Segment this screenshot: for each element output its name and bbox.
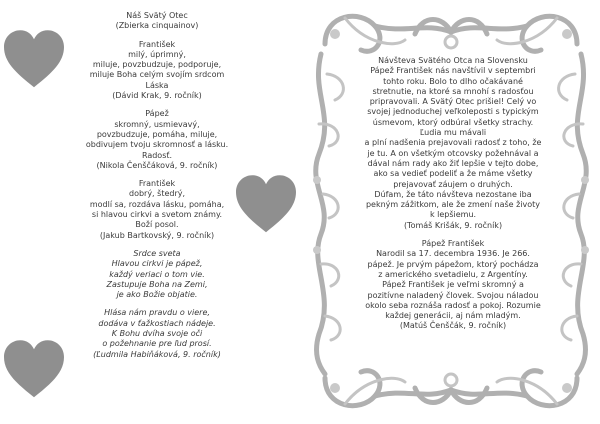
article-pope (342, 239, 564, 332)
article-line: Narodil sa 17. decembra 1936. Je 266. (376, 249, 530, 259)
article-line: každej generácii, aj nám mladým. (385, 311, 521, 321)
article-author: (Matúš Čenščák, 9. ročník) (399, 321, 507, 331)
cinquain-name: František (138, 179, 176, 189)
poem-line: Hlása nám pravdu o viere, (104, 308, 210, 318)
heart-icon-top-left (4, 30, 64, 88)
poem-author: (Ľudmila Habiňáková, 9. ročník) (93, 349, 221, 359)
article-title: Pápež František (421, 239, 485, 249)
cinquain-line: Radosť. (141, 150, 173, 160)
heart-icon-bottom-left (4, 340, 64, 398)
cinquain-line: milý, úprimný, (128, 49, 186, 59)
article-line: pripravovali. A Svätý Otec prišiel! Celý vo (369, 97, 537, 107)
cinquain-line: miluje, povzbudzuje, podporuje, (92, 60, 222, 70)
poem-stanza-2 (62, 308, 252, 359)
cinquain-line: obdivujem tvoju skromnosť a lásku. (85, 140, 229, 150)
cinquain-line: Láska (145, 80, 169, 90)
poem-subtitle: (Zbierka cinquainov) (115, 21, 199, 31)
poem-title: Náš Svätý Otec (126, 11, 188, 20)
article-line: prejavovať záujem o druhých. (393, 179, 513, 189)
cinquain-3 (62, 179, 252, 241)
cinquain-2 (62, 109, 252, 171)
poem-line: Hlavou cirkvi je pápež, (111, 259, 203, 269)
article-line: úsmevom, ktorý odbúral všetky strachy. (372, 117, 534, 127)
article-line: Pápež František je veľmi skromný a (382, 280, 524, 290)
article-visit (342, 56, 564, 231)
poem-line: Zastupuje Boha na Zemi, (106, 279, 208, 289)
article-line: pápež. Je prvým pápežom, ktorý pochádza (367, 259, 539, 269)
poem-line: o požehnanie pre ľud prosí. (102, 339, 212, 349)
poem-line: K Bohu dvíha svoje oči (111, 329, 203, 339)
article-line: dával nám rady ako žiť lepšie v tejto dobe, (367, 158, 539, 168)
cinquain-line: miluje Boha celým svojím srdcom (89, 70, 225, 80)
article-line: k lepšiemu. (429, 210, 477, 220)
poem-line: každý veriaci o tom vie. (109, 269, 205, 279)
article-line: pekným zážitkom, ale že zmení naše životy (365, 200, 541, 210)
poem-title-italic: Srdce sveta (133, 248, 181, 258)
article-title: Návšteva Svätého Otca na Slovensku (378, 56, 528, 65)
article-line: stretnutie, na ktoré sa mnohí s radosťou (372, 86, 534, 96)
article-line: ako sa vedieť podeliť a že máme všetky (373, 169, 533, 179)
article-line: okolo seba roznáša radosť a pokoj. Rozumie (365, 300, 541, 310)
article-line: Ľudia mu mávali (419, 128, 487, 138)
poem-stanza-1 (62, 249, 252, 300)
poem-line: dodáva v ťažkostiach nádeje. (98, 318, 216, 328)
right-column (342, 56, 564, 340)
cinquain-line: Boží posol. (135, 220, 179, 230)
cinquain-1 (62, 40, 252, 102)
article-line: pozitívne naladený človek. Svojou náladou (367, 290, 539, 300)
cinquain-author: (Jakub Bartkovský, 9. ročník) (99, 230, 215, 240)
article-author: (Tomáš Krišák, 9. ročník) (403, 220, 503, 230)
article-line: je tu. A on všetkým otcovsky požehnával a (367, 148, 539, 158)
article-line: a plní nadšenia prejavovali radosť z toho, že (364, 138, 542, 148)
cinquain-author: (Nikola Čenščáková, 9. ročník) (96, 160, 218, 170)
cinquain-line: modlí sa, rozdáva lásku, pomáha, (89, 199, 225, 209)
cinquain-name: František (138, 39, 176, 49)
article-line: z amerického svetadielu, z Argentíny. (378, 269, 528, 279)
left-column (62, 11, 252, 368)
article-line: svojej jednoduchej veľkoleposti s typickým (367, 107, 539, 117)
cinquain-line: dobrý, štedrý, (128, 189, 186, 199)
article-line: tohto roku. Bolo to dlho očakávané (383, 76, 523, 86)
cinquain-author: (Dávid Krak, 9. ročník) (112, 91, 202, 101)
cinquain-line: skromný, usmievavý, (114, 119, 200, 129)
cinquain-line: si hlavou cirkvi a svetom známy. (91, 210, 223, 220)
article-line: Pápež František nás navštívil v septembri (370, 66, 536, 76)
cinquain-name: Pápež (145, 109, 169, 119)
poem-line: je ako Božie objatie. (116, 290, 198, 300)
article-line: Dúfam, že táto návšteva nezostane iba (374, 189, 532, 199)
poem-header (62, 11, 252, 32)
cinquain-line: povzbudzuje, pomáha, miluje, (96, 129, 218, 139)
